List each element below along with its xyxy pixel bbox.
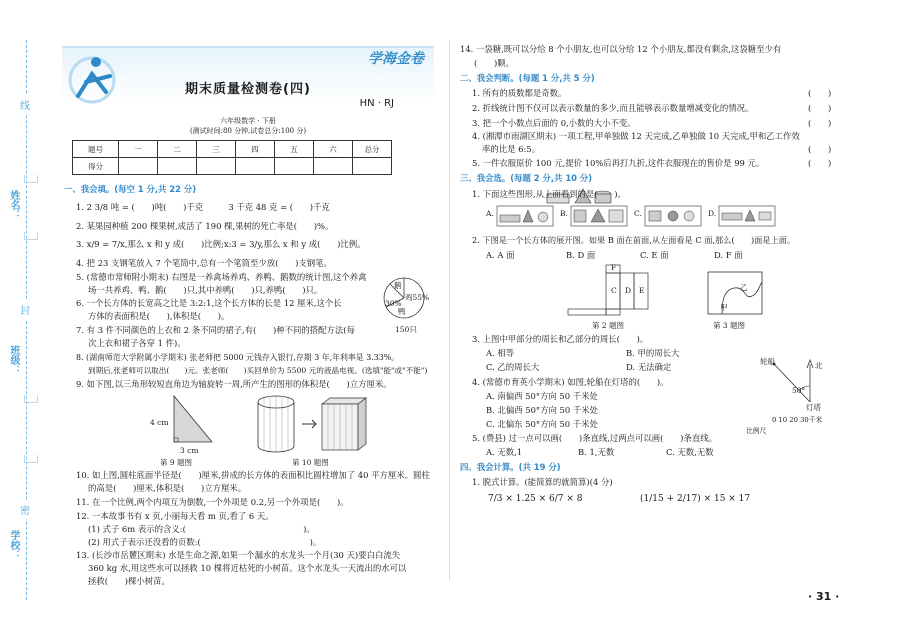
- score-cell[interactable]: [197, 158, 236, 175]
- binding-strip: [0, 0, 58, 632]
- option-label[interactable]: C. 北偏东 50°方向 50 千米处: [486, 419, 598, 429]
- compass-label: 灯塔: [806, 403, 821, 412]
- section-title: 一、我会填。(每空 1 分,共 22 分): [64, 184, 197, 194]
- judge-item: 2. 折线统计图不仅可以表示数量的多少,而且能够表示数量增减变化的情况。: [472, 103, 754, 113]
- option-a-figure: [497, 206, 553, 226]
- option-label[interactable]: A. 无数,1: [486, 447, 523, 457]
- judge-item: 5. 一件衣服原价 100 元,提价 10%后再打九折,这件衣服现在的售价是 99 元。: [472, 158, 765, 168]
- question-text: 拯救( )棵小树苗。: [88, 576, 170, 586]
- table-cell: 二: [158, 141, 197, 158]
- answer-paren[interactable]: ( ): [808, 144, 832, 154]
- question-text: 5. (常德市常师附小期末) 右图是一养禽场养鸡、养鸭、鹅数的统计图,这个养禽: [76, 272, 367, 282]
- question-text: 9. 如下图,以三角形较短直角边为轴旋转一周,所产生的图形的体积是( )立方厘米。: [76, 379, 392, 389]
- name-label: 姓名：: [8, 190, 19, 220]
- question-text: 10. 如上图,圆柱底面半径是( )厘米,拼成的长方体的表面积比圆柱增加了 40 平方厘米。圆柱: [76, 470, 430, 480]
- scale-label: 0 10 20 30千米: [772, 416, 823, 424]
- figure-caption: 第 2 题图: [592, 321, 625, 330]
- question-text: 4. 把 23 支钢笔放入 7 个笔筒中,总有一个笔筒至少放( )支钢笔。: [76, 258, 332, 268]
- table-cell: 六: [314, 141, 353, 158]
- compass-label: 北: [815, 361, 823, 370]
- question-text: 13. (长沙市岳麓区期末) 水是生命之源,如果一个漏水的水龙头一个月(30 天)要白白流失: [76, 550, 401, 560]
- option-label[interactable]: D.: [708, 209, 717, 218]
- table-cell: 一: [119, 141, 158, 158]
- option-label[interactable]: A.: [486, 209, 494, 218]
- pie-label: 鸡55%: [405, 293, 430, 302]
- figure-caption: 第 10 题图: [292, 458, 329, 467]
- answer-paren[interactable]: ( ): [808, 158, 832, 168]
- score-cell[interactable]: [158, 158, 197, 175]
- option-label[interactable]: B. 甲的周长大: [626, 348, 680, 358]
- question-text: 1. 脱式计算。(能简算的就简算)(4 分): [472, 477, 613, 487]
- option-b-figure: [571, 206, 627, 226]
- pie-label: 30%: [385, 299, 402, 308]
- edition-label: HN · RJ: [359, 98, 394, 109]
- table-cell: 题号: [73, 141, 119, 158]
- figure-caption: 第 9 题图: [160, 458, 193, 467]
- section-title: 二、我会判断。(每题 1 分,共 5 分): [460, 73, 595, 83]
- crown-ornament: [24, 455, 38, 463]
- brand-logo: 学海金卷: [368, 51, 424, 67]
- score-cell[interactable]: [353, 158, 392, 175]
- answer-paren[interactable]: ( ): [808, 88, 832, 98]
- option-label[interactable]: B. 1,无数: [578, 447, 615, 457]
- judge-item: 率的比是 6:5。: [482, 144, 541, 154]
- compass-label: 50°: [792, 386, 806, 395]
- region-label: 乙: [740, 283, 748, 292]
- question-text: (2) 用式子表示还没看的页数:( )。: [88, 537, 322, 547]
- test-info: (测试时间:80 分钟,试卷总分:100 分): [189, 127, 307, 135]
- question-text: ( )颗。: [474, 58, 515, 68]
- class-label: 班级：: [8, 345, 19, 375]
- option-label[interactable]: C. 乙的周长大: [486, 362, 540, 372]
- pie-label: 150只: [395, 325, 417, 334]
- split-rectangle-figure: [706, 270, 764, 316]
- table-row: [73, 158, 392, 175]
- question-text: 次上衣和裙子各穿 1 件)。: [88, 338, 186, 348]
- region-label: 甲: [720, 303, 728, 312]
- option-label[interactable]: C. 无数,无数: [666, 447, 714, 457]
- net-letter: F: [611, 263, 617, 272]
- choice-question: 3. 上图中甲部分的周长和乙部分的周长( )。: [472, 334, 649, 344]
- seal-char-line: 线: [20, 95, 30, 114]
- judge-item: 3. 把一个小数点后面的 0,小数的大小不变。: [472, 118, 636, 128]
- question-text: 场一共养鸡、鸭、鹅( )只,其中养鸭( )只,养鸭( )只。: [88, 285, 323, 295]
- triangle-figure: [170, 394, 220, 446]
- choice-question: [472, 189, 626, 200]
- exam-header: [62, 46, 434, 135]
- question-text: 方体的表面积是( ),体积是( )。: [88, 311, 230, 321]
- score-cell[interactable]: [236, 158, 275, 175]
- question-text: 3. x/9 = 7/x,那么 x 和 y 成( )比例;x:3 = 3/y,那么 x 和 y 成( )比例。: [76, 239, 366, 249]
- figure-caption: 第 3 题图: [713, 321, 746, 330]
- page-title: 期末质量检测卷(四): [185, 82, 311, 97]
- question-text: (1) 式子 6m 表示的含义:( )。: [88, 524, 315, 534]
- option-label[interactable]: A. A 面: [486, 250, 515, 260]
- table-cell: 得分: [73, 158, 119, 175]
- net-letter: D: [625, 286, 632, 295]
- question-text: 1. 2 3/8 吨 = ( )吨( )千克 3 千克 48 克 = ( )千克: [76, 202, 330, 212]
- table-cell: 四: [236, 141, 275, 158]
- choice-question: 5. (费县) 过一点可以画( )条直线,过两点可以画( )条直线。: [472, 433, 717, 443]
- scale-label: 比例尺: [746, 427, 767, 435]
- option-label[interactable]: D. 无法确定: [626, 362, 672, 372]
- question-text: 11. 在一个比例,两个内项互为倒数,一个外项是 0.2,另一个外项是( )。: [76, 497, 349, 507]
- question-text: 到期后,张老师可以取出( )元。张老师( )买回单价为 5500 元的液晶电视。(选填"能"或"不能"): [88, 366, 428, 375]
- judge-item: 4. (湘潭市雨湖区期末) 一项工程,甲单独做 12 天完成,乙单独做 10 天完成,甲和乙工作效: [472, 131, 800, 141]
- section-title: 四、我会计算。(共 19 分): [460, 462, 561, 472]
- school-label: 学校：: [8, 530, 19, 560]
- question-text: 360 kg 水,用这些水可以拯救 10 棵将近枯死的小树苗。这个水龙头一天流出的水可以: [88, 563, 407, 573]
- question-text: 8. (湖南师范大学附属小学期末) 张老师把 5000 元钱存入银行,存期 3 年,年利率是 3.33%。: [76, 353, 400, 362]
- question-text: 的高是( )厘米,体积是( )立方厘米。: [88, 483, 247, 493]
- table-cell: 三: [197, 141, 236, 158]
- crown-ornament: [24, 395, 38, 403]
- question-text: 2. 某果园种植 200 棵果树,成活了 190 棵,果树的死亡率是( )%。: [76, 221, 334, 231]
- option-label[interactable]: B. D 面: [566, 250, 596, 260]
- table-cell: 总分: [353, 141, 392, 158]
- compass-label: 轮船: [760, 357, 775, 366]
- question-text: 14. 一袋糖,既可以分给 8 个小朋友,也可以分给 12 个小朋友,都没有剩余,这袋糖至少有: [460, 44, 782, 54]
- seal-char-secret: 密: [20, 500, 30, 519]
- table-row: [73, 141, 392, 158]
- pie-label: 鸭: [398, 307, 406, 316]
- net-letter: C: [611, 286, 617, 295]
- option-label[interactable]: A. 相等: [486, 348, 515, 358]
- option-label[interactable]: B.: [560, 209, 568, 218]
- seal-char-seal: 封: [20, 300, 30, 319]
- question-text: 7. 有 3 件不同颜色的上衣和 2 条不同的裙子,有( )种不同的搭配方法(每: [76, 325, 355, 335]
- math-expression: 7/3 × 1.25 × 6/7 × 8: [488, 494, 583, 504]
- crown-ornament: [24, 232, 38, 240]
- math-expression: (1/15 + 2/17) × 15 × 17: [640, 494, 751, 504]
- question-text: 12. 一本故事书有 x 页,小丽每天看 m 页,看了 6 天。: [76, 511, 274, 521]
- dimension-label: 4 cm: [150, 418, 169, 427]
- page-number: · 31 ·: [808, 590, 840, 603]
- answer-paren[interactable]: ( ): [808, 103, 832, 113]
- option-label[interactable]: C. E 面: [640, 250, 669, 260]
- option-label[interactable]: D. F 面: [714, 250, 743, 260]
- choice-question: 2. 下图是一个长方体的展开图。如果 B 面在前面,从左面看是 C 面,那么( )面是上面。: [472, 235, 796, 245]
- option-label[interactable]: B. 北偏西 50°方向 50 千米处: [486, 405, 598, 415]
- option-d-figure: [719, 206, 775, 226]
- dimension-label: 3 cm: [180, 446, 199, 455]
- option-c-figure: [645, 206, 701, 226]
- choice-question: 4. (常德市育英小学期末) 如图,轮船在灯塔的( )。: [472, 377, 669, 387]
- column-divider: [449, 40, 450, 580]
- net-letter: E: [639, 286, 645, 295]
- judge-item: 1. 所有的质数都是奇数。: [472, 88, 567, 98]
- crown-ornament: [24, 175, 38, 183]
- option-label[interactable]: C.: [634, 209, 642, 218]
- choice-question-text: 1. 下面这些图形,从上面看到的是( )。: [472, 189, 626, 199]
- question-text: 6. 一个长方体的长宽高之比是 3:2:1,这个长方体的长是 12 厘米,这个长: [76, 298, 342, 308]
- option-label[interactable]: A. 南偏西 50°方向 50 千米处: [486, 391, 598, 401]
- cylinder-to-cuboid-figure: [254, 394, 374, 454]
- pie-label: 鹅: [394, 281, 402, 290]
- table-cell: 五: [275, 141, 314, 158]
- score-table: [72, 140, 392, 175]
- score-cell[interactable]: [275, 158, 314, 175]
- section-title: 三、我会选。(每题 2 分,共 10 分): [460, 173, 593, 183]
- cuboid-net-figure: [566, 263, 676, 319]
- score-cell[interactable]: [119, 158, 158, 175]
- subject-label: 六年级数学 · 下册: [220, 117, 276, 125]
- score-cell[interactable]: [314, 158, 353, 175]
- answer-paren[interactable]: ( ): [808, 118, 832, 128]
